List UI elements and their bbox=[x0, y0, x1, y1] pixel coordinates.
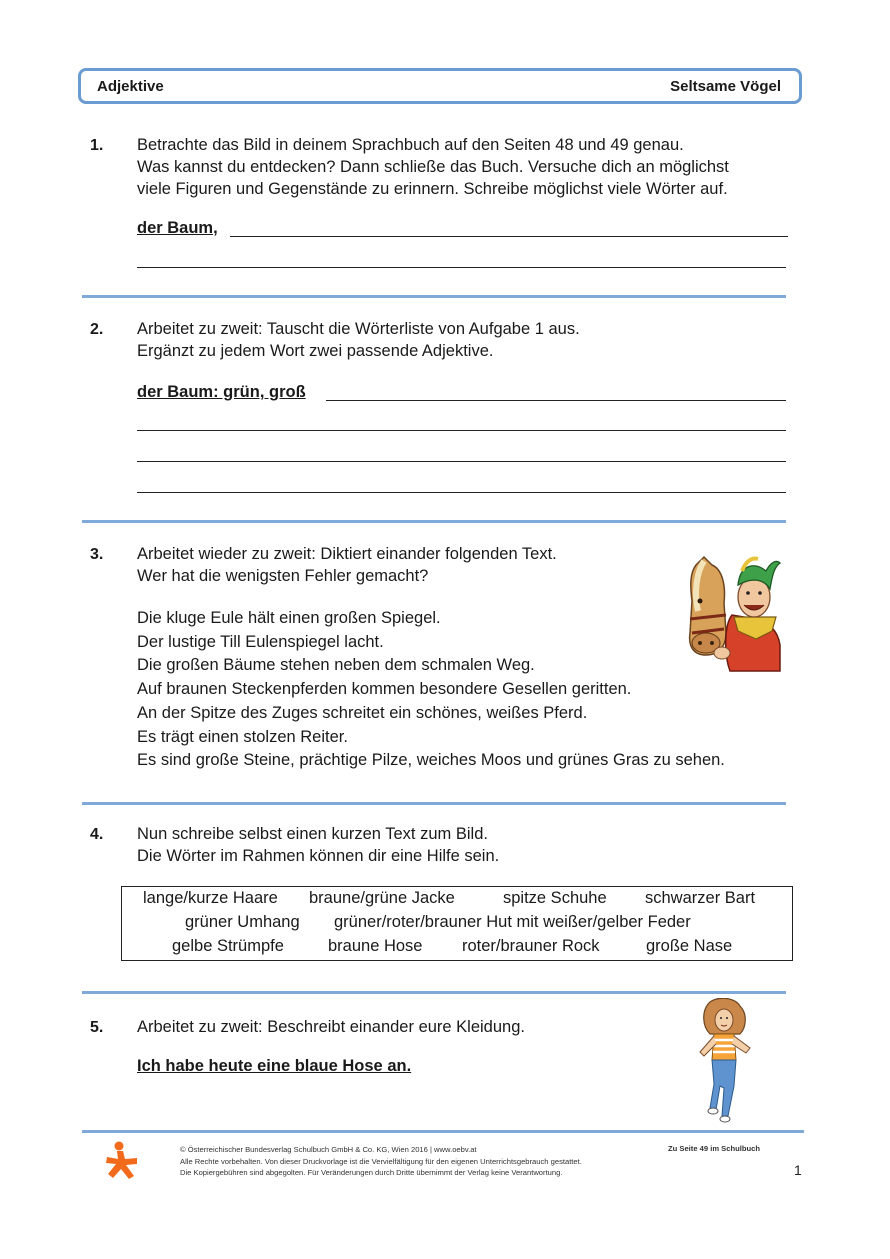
dictation-line: Es trägt einen stolzen Reiter. bbox=[137, 727, 348, 746]
word-box-item: lange/kurze Haare bbox=[143, 889, 278, 907]
task-4-line: Nun schreibe selbst einen kurzen Text zum Bild. bbox=[137, 825, 488, 843]
task-4-number: 4. bbox=[90, 826, 104, 843]
section-divider bbox=[82, 520, 786, 523]
worksheet-title: Seltsame Vögel bbox=[670, 77, 781, 95]
task-1-number: 1. bbox=[90, 137, 104, 154]
dictation-line: Die großen Bäume stehen neben dem schmalen Weg. bbox=[137, 656, 535, 675]
footer-line: © Österreichischer Bundesverlag Schulbuch GmbH & Co. KG, Wien 2016 | www.oebv.at bbox=[180, 1145, 477, 1154]
task-5-example: Ich habe heute eine blaue Hose an. bbox=[137, 1057, 412, 1075]
footer-copyright bbox=[180, 1144, 582, 1179]
topic-label: Adjektive bbox=[97, 77, 164, 95]
task-3-line: Wer hat die wenigsten Fehler gemacht? bbox=[137, 567, 429, 585]
word-box-item: große Nase bbox=[646, 937, 733, 955]
task-3-instructions bbox=[137, 543, 557, 587]
task-1-line: Was kannst du entdecken? Dann schließe das Buch. Versuche dich an möglichst bbox=[137, 158, 729, 176]
task-5-line: Arbeitet zu zweit: Beschreibt einander eure Kleidung. bbox=[137, 1018, 525, 1036]
publisher-logo-icon bbox=[104, 1141, 140, 1179]
task-1-example: der Baum, bbox=[137, 219, 218, 237]
task-5-instructions bbox=[137, 1016, 525, 1038]
dictation-line: Auf braunen Steckenpferden kommen besondere Gesellen geritten. bbox=[137, 680, 632, 699]
task-3-number: 3. bbox=[90, 546, 104, 563]
word-box-item: roter/brauner Rock bbox=[462, 937, 600, 955]
task-2-line: Arbeitet zu zweit: Tauscht die Wörterliste von Aufgabe 1 aus. bbox=[137, 320, 580, 338]
task-2-write-line[interactable] bbox=[326, 400, 786, 401]
task-2-example: der Baum: grün, groß bbox=[137, 383, 306, 401]
word-box-item: braune Hose bbox=[328, 937, 423, 955]
task-3-line: Arbeitet wieder zu zweit: Diktiert einander folgenden Text. bbox=[137, 545, 557, 563]
till-and-horse-illustration bbox=[682, 555, 782, 673]
dictation-line: An der Spitze des Zuges schreitet ein schönes, weißes Pferd. bbox=[137, 703, 588, 722]
task-2-line: Ergänzt zu jedem Wort zwei passende Adjektive. bbox=[137, 342, 494, 360]
page-number: 1 bbox=[794, 1162, 802, 1178]
task-1-write-line[interactable] bbox=[230, 236, 788, 237]
task-2-write-line[interactable] bbox=[137, 430, 786, 431]
footer-divider bbox=[82, 1130, 804, 1133]
task-1-write-line[interactable] bbox=[137, 267, 786, 268]
footer-line: Alle Rechte vorbehalten. Von dieser Druckvorlage ist die Vervielfältigung für den eigenen Unterrichtsgebrauch gestattet. bbox=[180, 1156, 582, 1166]
task-5-number: 5. bbox=[90, 1019, 104, 1036]
section-divider bbox=[82, 802, 786, 805]
word-box-item: schwarzer Bart bbox=[645, 889, 756, 907]
dictation-text bbox=[137, 607, 725, 773]
task-2-write-line[interactable] bbox=[137, 492, 786, 493]
section-divider bbox=[82, 991, 786, 994]
dictation-line: Die kluge Eule hält einen großen Spiegel. bbox=[137, 609, 441, 627]
word-box bbox=[121, 886, 793, 961]
task-1-instructions bbox=[137, 134, 729, 200]
word-box-item: gelbe Strümpfe bbox=[172, 937, 284, 955]
footer-line: Die Kopiergebühren sind abgegolten. Für Veränderungen durch Dritte übernimmt der Verlag keine Verantwortung. bbox=[180, 1168, 563, 1177]
task-2-instructions bbox=[137, 318, 580, 362]
task-4-instructions bbox=[137, 823, 499, 867]
dictation-line: Der lustige Till Eulenspiegel lacht. bbox=[137, 632, 384, 651]
task-4-line: Die Wörter im Rahmen können dir eine Hilfe sein. bbox=[137, 847, 500, 865]
girl-illustration bbox=[694, 998, 756, 1126]
word-box-item: spitze Schuhe bbox=[503, 889, 607, 907]
task-1-line: Betrachte das Bild in deinem Sprachbuch auf den Seiten 48 und 49 genau. bbox=[137, 136, 684, 154]
task-2-write-line[interactable] bbox=[137, 461, 786, 462]
footer-book-reference: Zu Seite 49 im Schulbuch bbox=[668, 1144, 760, 1153]
task-1-line: viele Figuren und Gegenstände zu erinnern. Schreibe möglichst viele Wörter auf. bbox=[137, 180, 728, 198]
word-box-item: grüner/roter/brauner Hut mit weißer/gelber Feder bbox=[334, 913, 691, 931]
dictation-line: Es sind große Steine, prächtige Pilze, weiches Moos und grünes Gras zu sehen. bbox=[137, 751, 725, 770]
word-box-item: braune/grüne Jacke bbox=[309, 889, 455, 907]
worksheet-header bbox=[78, 68, 802, 104]
section-divider bbox=[82, 295, 786, 298]
word-box-item: grüner Umhang bbox=[185, 913, 300, 931]
task-2-number: 2. bbox=[90, 321, 104, 338]
